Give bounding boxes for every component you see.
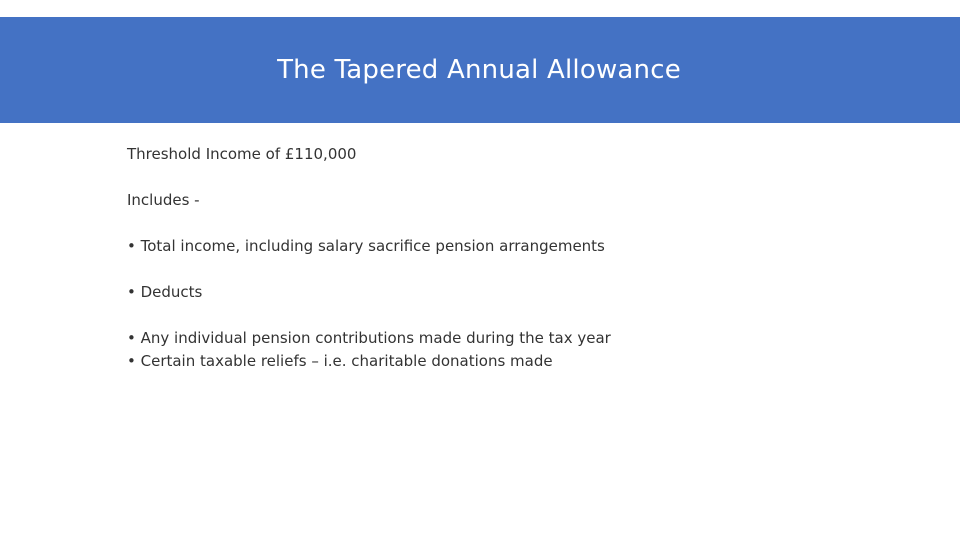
bullet-deducts: • Deducts (127, 283, 203, 301)
bullet-taxable-reliefs: • Certain taxable reliefs – i.e. charitable donations made (127, 352, 553, 370)
threshold-income-line: Threshold Income of £110,000 (127, 145, 357, 163)
includes-heading: Includes - (127, 191, 200, 209)
bullet-pension-contributions: • Any individual pension contributions made during the tax year (127, 329, 611, 347)
title-band (0, 17, 960, 123)
slide-title: The Tapered Annual Allowance (277, 55, 681, 85)
bullet-total-income: • Total income, including salary sacrifice pension arrangements (127, 237, 605, 255)
